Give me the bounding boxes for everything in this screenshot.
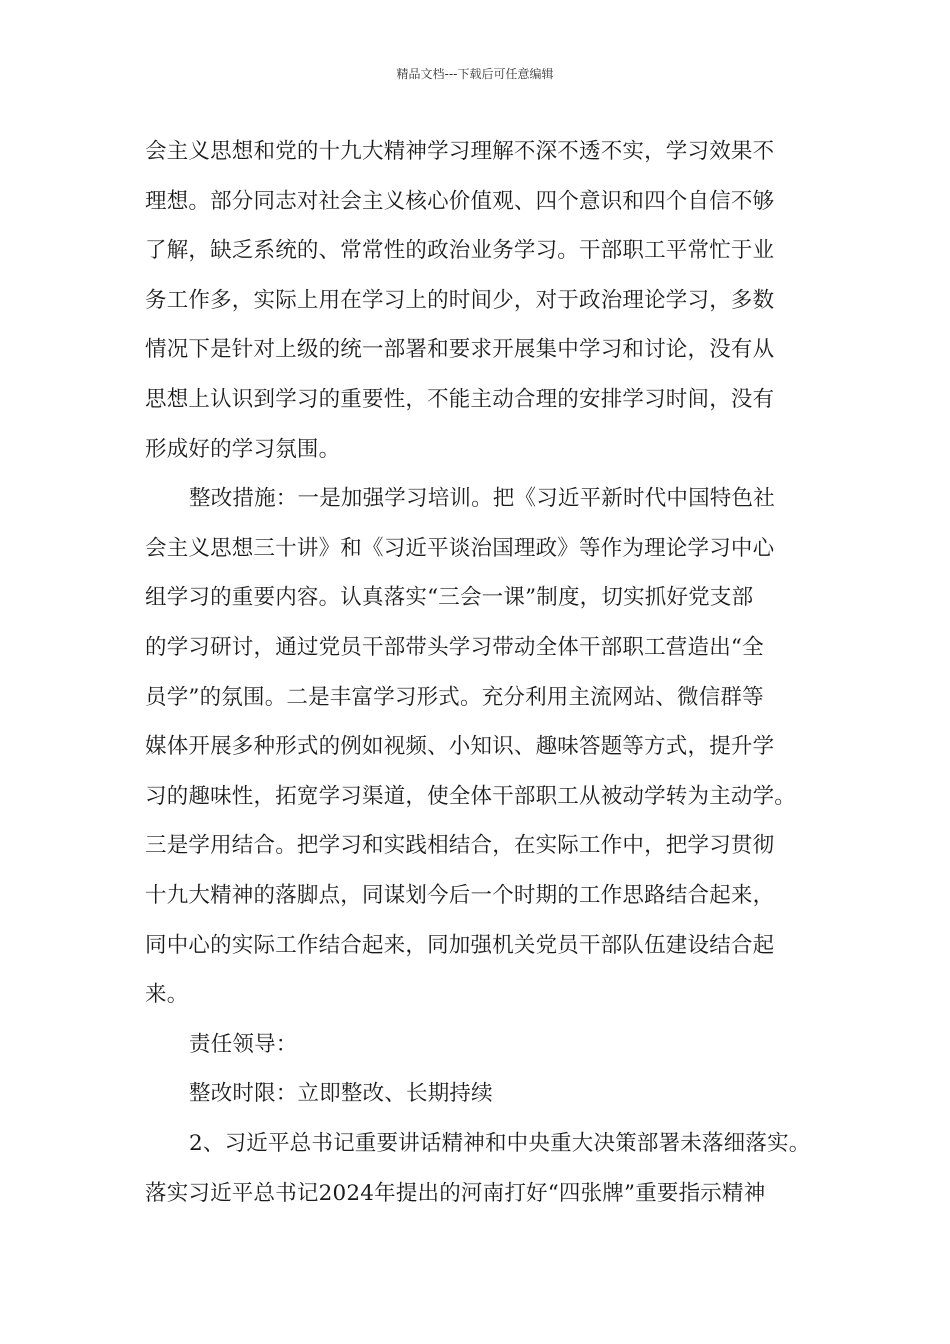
- text-line: 同中心的实际工作结合起来，同加强机关党员干部队伍建设结合起: [145, 932, 775, 958]
- text-line: 三是学用结合。把学习和实践相结合，在实际工作中，把学习贯彻: [145, 833, 775, 859]
- text-line: 组学习的重要内容。认真落实“三会一课”制度，切实抓好党支部: [145, 585, 754, 611]
- text-line: 媒体开展多种形式的例如视频、小知识、趣味答题等方式，提升学: [145, 734, 775, 760]
- text-line: 落实习近平总书记2024年提出的河南打好“四张牌”重要指示精神: [145, 1180, 766, 1206]
- text-line: 思想上认识到学习的重要性，不能主动合理的安排学习时间，没有: [145, 387, 775, 412]
- text-line: 形成好的学习氛围。: [145, 436, 341, 462]
- text-line: 2、习近平总书记重要讲话精神和中央重大决策部署未落细落实。: [189, 1131, 811, 1156]
- text-line: 整改措施：一是加强学习培训。把《习近平新时代中国特色社: [189, 486, 775, 512]
- text-line: 整改时限：立即整改、长期持续: [189, 1081, 493, 1107]
- text-line: 的学习研讨，通过党员干部带头学习带动全体干部职工营造出“全: [145, 635, 764, 660]
- text-line: 理想。部分同志对社会主义核心价值观、四个意识和四个自信不够: [145, 188, 775, 214]
- text-line: 会主义思想和党的十九大精神学习理解不深不透不实，学习效果不: [145, 139, 775, 164]
- text-line: 情况下是针对上级的统一部署和要求开展集中学习和讨论，没有从: [145, 337, 775, 363]
- text-line: 员学”的氛围。二是丰富学习形式。充分利用主流网站、微信群等: [145, 684, 764, 710]
- page-header: 精品文档---下载后可任意编辑: [396, 67, 554, 81]
- text-line: 来。: [145, 982, 189, 1008]
- text-line: 责任领导：: [189, 1031, 298, 1057]
- text-line: 了解，缺乏系统的、常常性的政治业务学习。干部职工平常忙于业: [145, 238, 775, 264]
- text-line: 十九大精神的落脚点，同谋划今后一个时期的工作思路结合起来，: [145, 883, 775, 908]
- text-line: 习的趣味性，拓宽学习渠道，使全体干部职工从被动学转为主动学。: [145, 783, 797, 809]
- text-line: 会主义思想三十讲》和《习近平谈治国理政》等作为理论学习中心: [145, 535, 775, 561]
- text-line: 务工作多，实际上用在学习上的时间少，对于政治理论学习，多数: [145, 287, 775, 313]
